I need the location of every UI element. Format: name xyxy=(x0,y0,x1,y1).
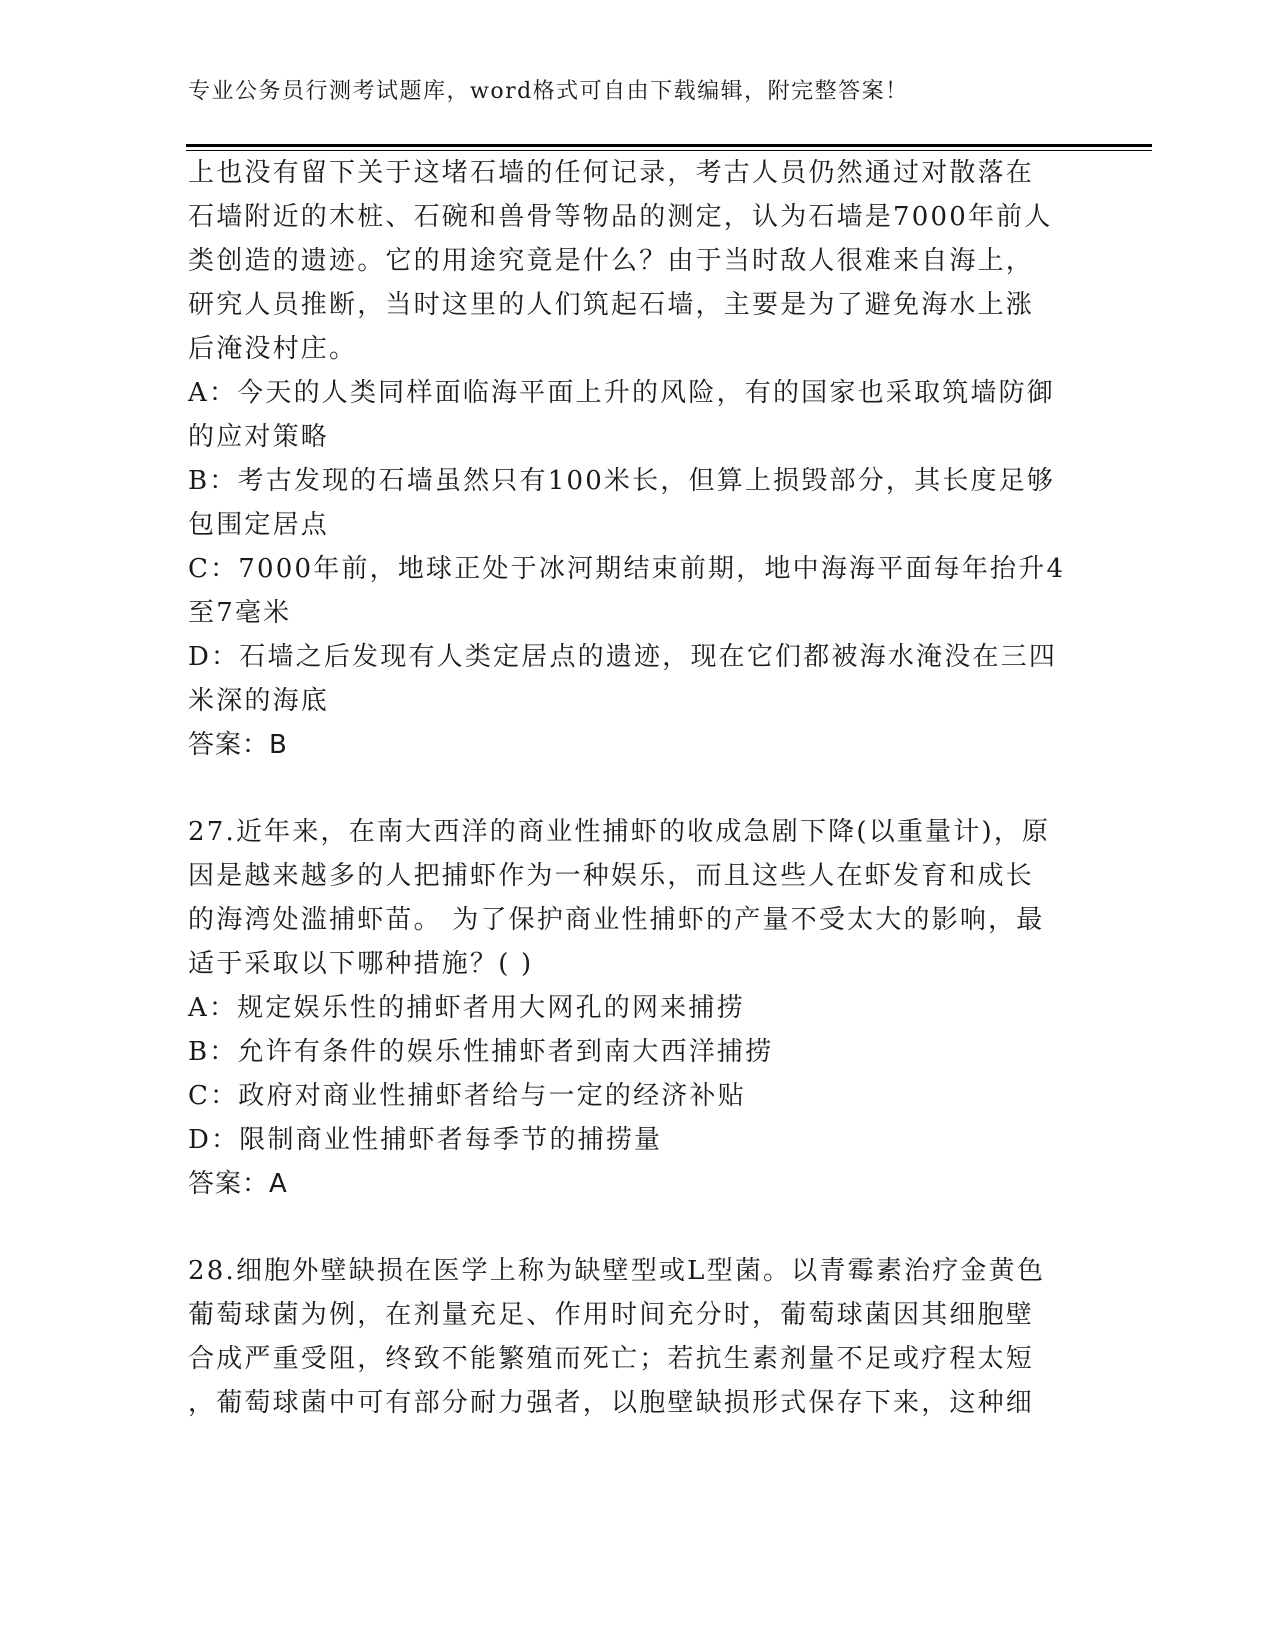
q28-stem-line: 合成严重受阻，终致不能繁殖而死亡；若抗生素剂量不足或疗程太短 xyxy=(188,1344,1035,1374)
q27-option-c: C：政府对商业性捕虾者给与一定的经济补贴 xyxy=(188,1081,746,1111)
q27-option-a: A：规定娱乐性的捕虾者用大网孔的网来捕捞 xyxy=(188,993,745,1023)
q26-option-d: D：石墙之后发现有人类定居点的遗迹，现在它们都被海水淹没在三四 xyxy=(188,642,1058,672)
q26-option-b-cont: 包围定居点 xyxy=(188,510,330,540)
q27-option-d: D：限制商业性捕虾者每季节的捕捞量 xyxy=(188,1125,663,1155)
q27-stem-line: 27.近年来，在南大西洋的商业性捕虾的收成急剧下降(以重量计)，原 xyxy=(188,817,1051,847)
q26-stem-line: 后淹没村庄。 xyxy=(188,334,358,364)
header-rule-thin xyxy=(186,150,1152,151)
q28-stem-line: ，葡萄球菌中可有部分耐力强者，以胞壁缺损形式保存下来，这种细 xyxy=(188,1388,1035,1418)
q27-option-b: B：允许有条件的娱乐性捕虾者到南大西洋捕捞 xyxy=(188,1037,774,1067)
q27-answer: 答案：A xyxy=(188,1169,288,1199)
q26-option-c: C：7000年前，地球正处于冰河期结束前期，地中海海平面每年抬升4 xyxy=(188,554,1066,584)
q26-stem-line: 类创造的遗迹。它的用途究竟是什么？由于当时敌人很难来自海上， xyxy=(188,246,1035,276)
q26-stem-line: 石墙附近的木桩、石碗和兽骨等物品的测定，认为石墙是7000年前人 xyxy=(188,202,1053,232)
q26-option-c-cont: 至7毫米 xyxy=(188,598,292,628)
q26-stem-line: 研究人员推断，当时这里的人们筑起石墙，主要是为了避免海水上涨 xyxy=(188,290,1035,320)
q28-stem-line: 葡萄球菌为例，在剂量充足、作用时间充分时，葡萄球菌因其细胞壁 xyxy=(188,1300,1035,1330)
page-header: 专业公务员行测考试题库，word格式可自由下载编辑，附完整答案！ xyxy=(188,79,909,104)
header-rule-thick xyxy=(186,144,1152,147)
q26-option-d-cont: 米深的海底 xyxy=(188,686,330,716)
q27-stem-line: 的海湾处滥捕虾苗。 为了保护商业性捕虾的产量不受太大的影响，最 xyxy=(188,905,1045,935)
q26-stem-line: 上也没有留下关于这堵石墙的任何记录，考古人员仍然通过对散落在 xyxy=(188,158,1035,188)
q27-stem-line: 因是越来越多的人把捕虾作为一种娱乐，而且这些人在虾发育和成长 xyxy=(188,861,1035,891)
q28-stem-line: 28.细胞外壁缺损在医学上称为缺壁型或L型菌。以青霉素治疗金黄色 xyxy=(188,1256,1046,1286)
q26-option-b: B：考古发现的石墙虽然只有100米长，但算上损毁部分，其长度足够 xyxy=(188,466,1056,496)
q26-option-a: A：今天的人类同样面临海平面上升的风险，有的国家也采取筑墙防御 xyxy=(188,378,1055,408)
q26-answer: 答案：B xyxy=(188,730,288,760)
q27-stem-line: 适于采取以下哪种措施？( ) xyxy=(188,949,534,979)
q26-option-a-cont: 的应对策略 xyxy=(188,422,330,452)
